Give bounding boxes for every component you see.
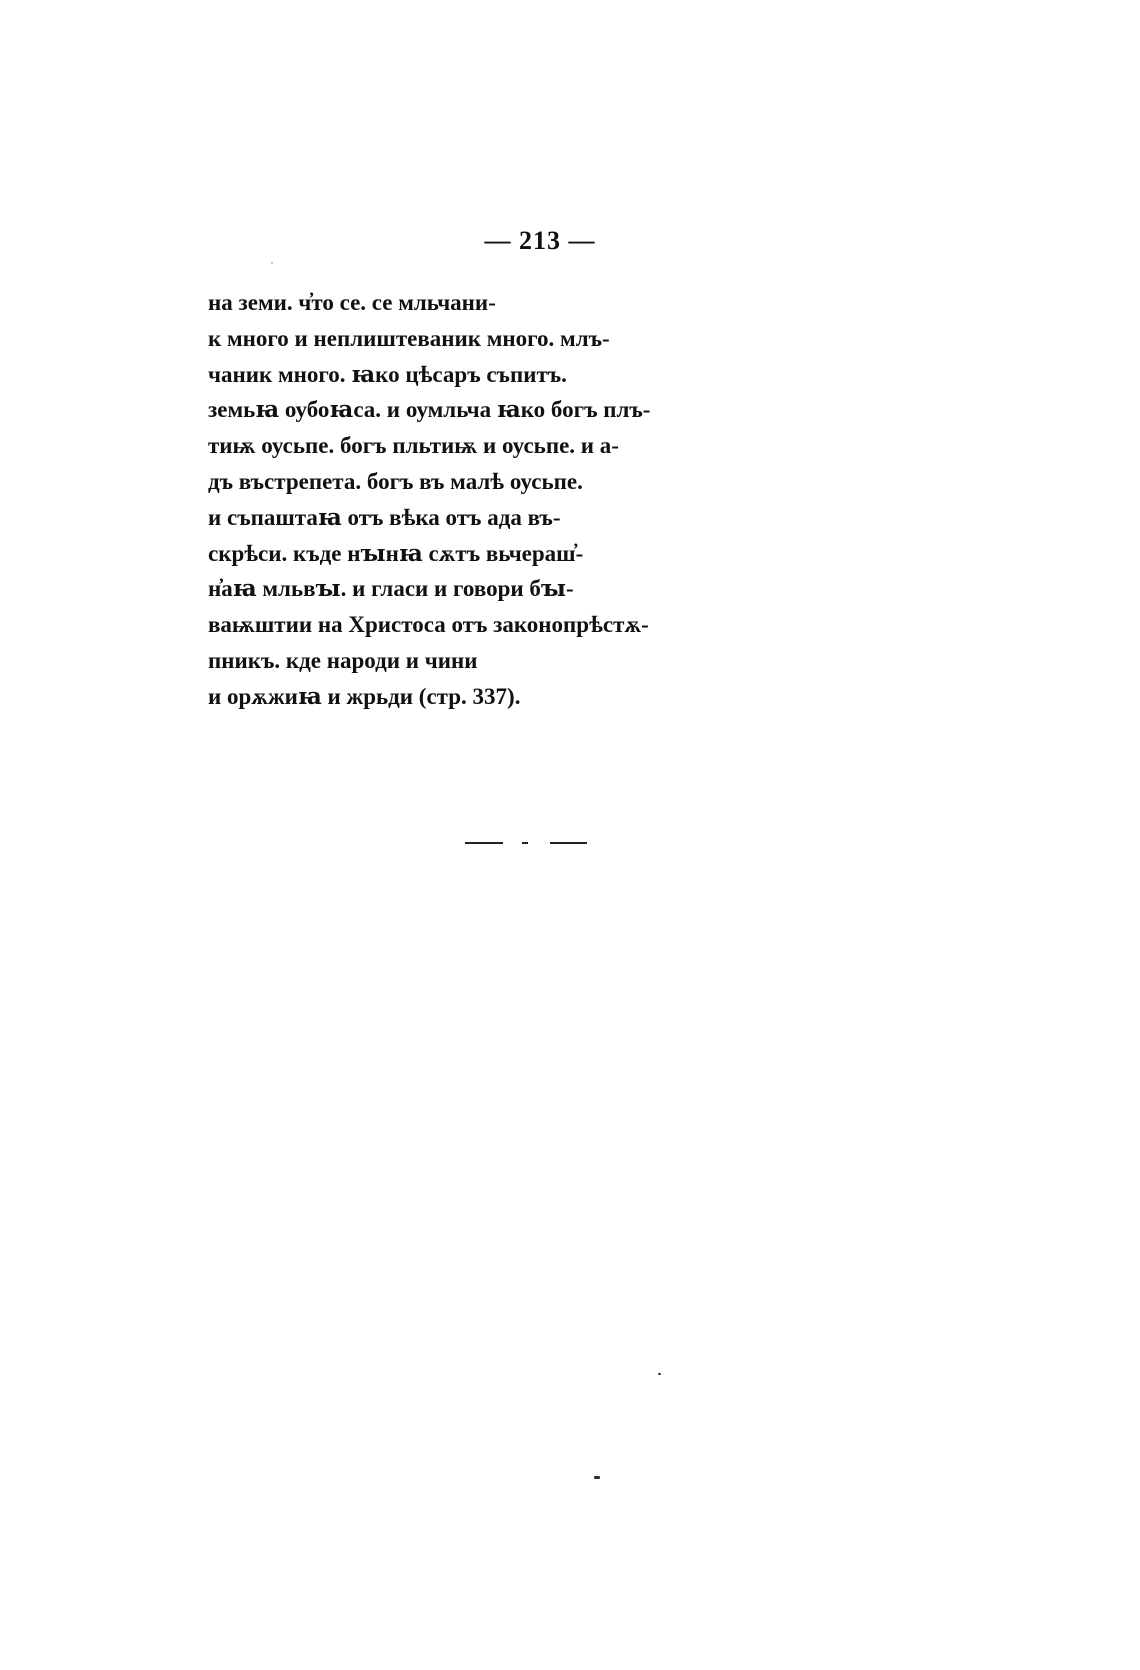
text-line: земьꙗ оубоꙗса. и оумльча ꙗко богъ плъ-	[208, 397, 651, 423]
text-line: ваѭштии на Христоса отъ законопрѣстѫ-	[208, 612, 649, 638]
text-line: чаник много. ꙗко цѣсаръ съпитъ.	[208, 361, 567, 387]
body-text	[208, 285, 728, 715]
text-line: тиѭ оусьпе. богъ пльтиѭ и оусьпе. и а-	[208, 433, 619, 459]
text-line: на земи. ч҆то се. се мльчани-	[208, 290, 496, 315]
text-line: пникъ. кде народи и чини	[208, 647, 478, 673]
text-line: скрѣси. къде нꙑнꙗ сѫтъ вьчераш҆-	[208, 540, 584, 566]
scan-speck	[658, 1373, 661, 1375]
scan-speck	[594, 1476, 600, 1479]
text-line: к много и неплиштеваник много. млъ-	[208, 325, 610, 351]
end-rule	[465, 842, 587, 845]
text-line: и орѫжиꙗ и жрьди (стр. 337).	[208, 683, 521, 709]
text-line: и съпаштаꙗ отъ вѣка отъ ада въ-	[208, 504, 561, 530]
text-line: н҆аꙗ мльвꙑ. и гласи и говори бꙑ-	[208, 576, 574, 602]
scan-speck	[271, 262, 273, 264]
page-number: — 213 —	[484, 226, 596, 255]
text-line: дъ въстрепета. богъ въ малѣ оусьпе.	[208, 468, 583, 494]
